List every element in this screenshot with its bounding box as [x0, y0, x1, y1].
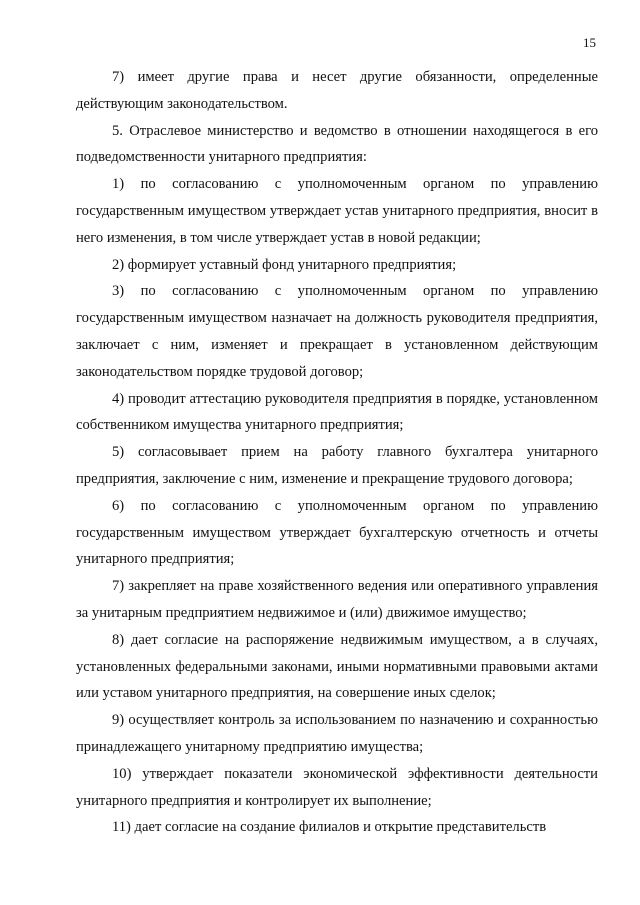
paragraph: 7) закрепляет на праве хозяйственного ведения или оперативного управления за унитарным предприятием недвижимое и (или) движимое имущество; — [76, 578, 598, 621]
paragraph: 11) дает согласие на создание филиалов и открытие представительств — [112, 819, 547, 836]
paragraph: 7) имеет другие права и несет другие обязанности, определенные действующим законодательством. — [76, 69, 598, 112]
paragraph: 3) по согласованию с уполномоченным органом по управлению государственным имуществом назначает на должность руководителя предприятия, заключает с ним, изменяет и прекращает в установленном действующим законодательством порядке трудовой договор; — [76, 283, 598, 380]
paragraph: 5) согласовывает прием на работу главного бухгалтера унитарного предприятия, заключение с ним, изменение и прекращение трудового договора; — [76, 444, 598, 487]
page-number: 15 — [583, 35, 596, 50]
paragraph: 5. Отраслевое министерство и ведомство в отношении находящегося в его подведомственности унитарного предприятия: — [76, 122, 598, 166]
document-body — [76, 64, 598, 841]
paragraph: 10) утверждает показатели экономической эффективности деятельности унитарного предприятия и контролирует их выполнение; — [76, 765, 598, 809]
paragraph: 2) формирует уставный фонд унитарного предприятия; — [112, 256, 457, 273]
paragraph: 9) осуществляет контроль за использованием по назначению и сохранностью принадлежащего унитарному предприятию имущества; — [76, 712, 598, 755]
paragraph: 4) проводит аттестацию руководителя предприятия в порядке, установленном собственником имущества унитарного предприятия; — [76, 390, 598, 434]
paragraph: 6) по согласованию с уполномоченным органом по управлению государственным имуществом утверждает бухгалтерскую отчетность и отчеты унитарного предприятия; — [76, 497, 598, 568]
paragraph: 8) дает согласие на распоряжение недвижимым имуществом, а в случаях, установленных федеральными законами, иными нормативными правовыми актами или уставом унитарного предприятия, на совершение иных сделок; — [76, 631, 598, 702]
paragraph: 1) по согласованию с уполномоченным органом по управлению государственным имуществом утверждает устав унитарного предприятия, вносит в него изменения, в том числе утверждает устав в новой редакции; — [76, 176, 598, 246]
